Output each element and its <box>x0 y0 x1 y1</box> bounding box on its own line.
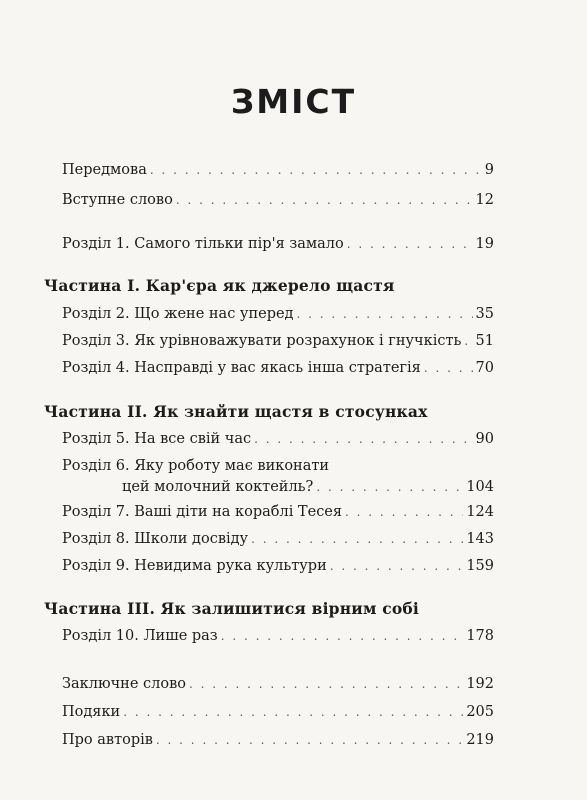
toc-entry-chapter-1[interactable] <box>62 234 494 254</box>
toc-entry-label: Подяки <box>62 704 121 720</box>
toc-entry-acknowledgements[interactable] <box>62 702 494 722</box>
toc-entry-label: Про авторів <box>62 732 153 748</box>
toc-entry-introduction[interactable] <box>62 190 494 210</box>
dot-leader <box>176 190 473 210</box>
toc-entry-label: Розділ 8. Школи досвіду <box>62 531 249 547</box>
toc-entry-chapter-5[interactable] <box>62 429 494 449</box>
toc-entry-page: 124 <box>466 504 494 520</box>
toc-entry-page: 205 <box>466 704 494 720</box>
toc-entry-page: 9 <box>484 162 494 178</box>
toc-entry-page: 90 <box>475 431 494 447</box>
dot-leader <box>330 556 464 576</box>
toc-entry-chapter-2[interactable] <box>62 304 494 324</box>
toc-entry-preface[interactable] <box>62 160 494 180</box>
toc-entry-label: Розділ 1. Самого тільки пір'я замало <box>62 236 344 252</box>
toc-entry-about-authors[interactable] <box>62 730 494 750</box>
toc-entry-label: Заключне слово <box>62 676 186 692</box>
toc-entry-page: 19 <box>475 236 494 252</box>
toc-entry-chapter-6-line1[interactable]: Розділ 6. Яку роботу має виконати <box>62 458 330 474</box>
dot-leader <box>424 358 473 378</box>
dot-leader <box>347 234 473 254</box>
dot-leader <box>316 477 463 497</box>
toc-entry-chapter-10[interactable] <box>62 626 494 646</box>
toc-entry-page: 70 <box>475 360 494 376</box>
toc-entry-label: Розділ 5. На все свій час <box>62 431 252 447</box>
dot-leader <box>297 304 473 324</box>
toc-entry-page: 35 <box>475 306 494 322</box>
dot-leader <box>464 331 472 351</box>
part-heading-1[interactable]: Частина I. Кар'єра як джерело щастя <box>44 276 395 295</box>
part-heading-2[interactable]: Частина II. Як знайти щастя в стосунках <box>44 402 428 421</box>
toc-entry-page: 143 <box>466 531 494 547</box>
toc-entry-chapter-8[interactable] <box>62 529 494 549</box>
part-heading-3[interactable]: Частина III. Як залишитися вірним собі <box>44 599 420 618</box>
toc-entry-chapter-7[interactable] <box>62 502 494 522</box>
toc-entry-page: 51 <box>475 333 494 349</box>
toc-entry-label: Розділ 3. Як урівноважувати розрахунок і гнучкість <box>62 333 462 349</box>
toc-entry-page: 159 <box>466 558 494 574</box>
dot-leader <box>251 529 463 549</box>
toc-entry-label: цей молочний коктейль? <box>122 479 314 495</box>
toc-entry-chapter-9[interactable] <box>62 556 494 576</box>
toc-entry-label: Передмова <box>62 162 147 178</box>
toc-entry-page: 104 <box>466 479 494 495</box>
toc-entry-chapter-6[interactable] <box>122 477 494 497</box>
toc-entry-label: Розділ 7. Ваші діти на кораблі Тесея <box>62 504 343 520</box>
toc-entry-label: Розділ 2. Що жене нас уперед <box>62 306 294 322</box>
dot-leader <box>254 429 472 449</box>
toc-entry-label: Розділ 9. Невидима рука культури <box>62 558 327 574</box>
dot-leader <box>156 730 463 750</box>
dot-leader <box>221 626 464 646</box>
dot-leader <box>189 674 463 694</box>
dot-leader <box>345 502 463 522</box>
toc-entry-page: 12 <box>475 192 494 208</box>
toc-entry-label: Розділ 4. Насправді у вас якась інша стратегія <box>62 360 421 376</box>
toc-entry-page: 192 <box>466 676 494 692</box>
toc-entry-label: Розділ 10. Лише раз <box>62 628 218 644</box>
dot-leader <box>123 702 463 722</box>
toc-entry-chapter-4[interactable] <box>62 358 494 378</box>
toc-entry-page: 219 <box>466 732 494 748</box>
toc-entry-page: 178 <box>466 628 494 644</box>
page-title: ЗМІСТ <box>230 82 357 121</box>
toc-entry-chapter-3[interactable] <box>62 331 494 351</box>
dot-leader <box>150 160 482 180</box>
toc-entry-conclusion[interactable] <box>62 674 494 694</box>
toc-entry-label: Вступне слово <box>62 192 173 208</box>
